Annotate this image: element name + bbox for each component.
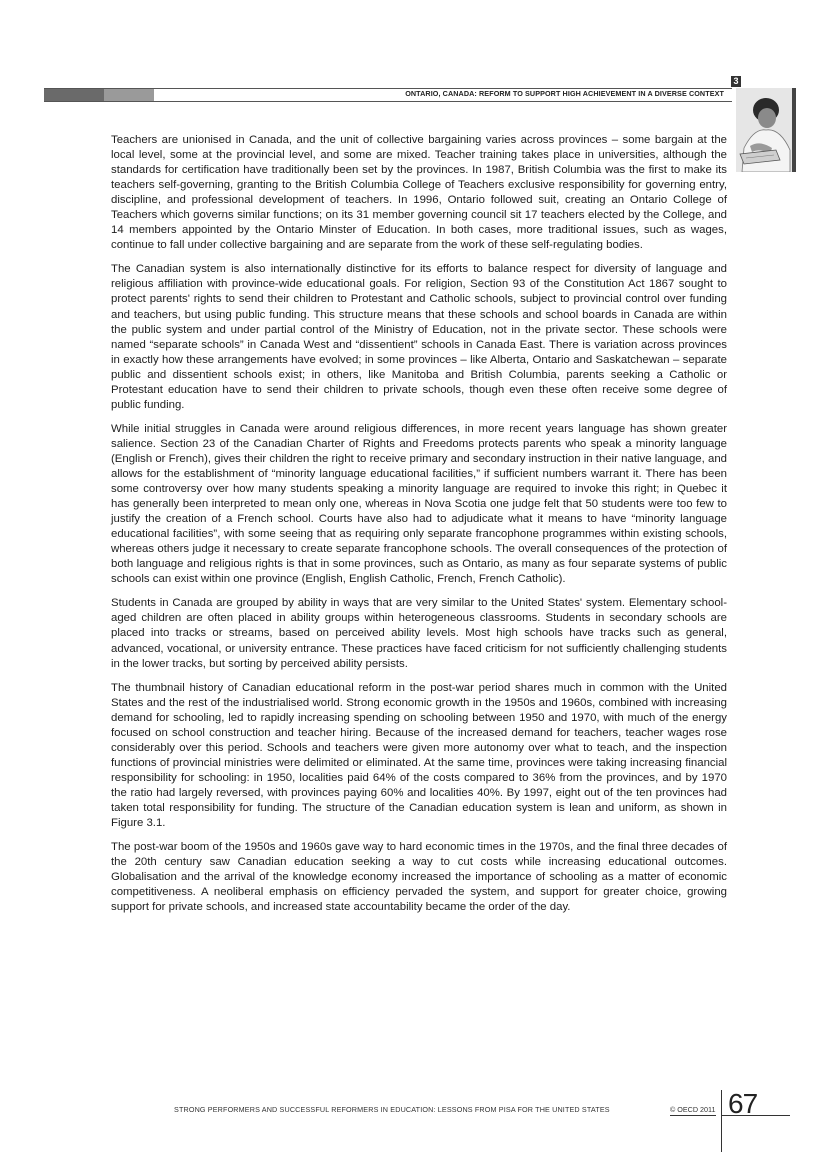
page-number: 67 <box>728 1088 758 1119</box>
paragraph-economic-times: The post-war boom of the 1950s and 1960s gave way to hard economic times in the 1970s, and the final three decades of the 20th century saw Canadian education seeking a way to cut costs while increasing educational outcomes. Globalisation and the arrival of the knowledge economy increased the importance of schooling as a matter of economic competitiveness. A neoliberal emphasis on efficiency pervaded the system, and support for greater choice, growing support for private schools, and increased state accountability became the order of the day. <box>111 841 727 914</box>
footer-copyright: © OECD 2011 <box>670 1105 716 1114</box>
paragraph-postwar-history: The thumbnail history of Canadian educational reform in the post-war period shares much in common with the United States and the rest of the industrialised world. Strong economic growth in the 1950s and 1960s, combined with increasing demand for schooling, led to rapidly increasing spending on schooling between 1950 and 1970, with much of the energy focused on school construction and teacher hiring. Because of the increased demand for teachers, teacher wages rose considerably over this period. Schools and teachers were given more autonomy over what to teach, and the inspection functions of provincial ministries were delimited or eliminated. At the same time, provinces were taking increasing financial responsibility for schooling: in 1950, localities paid 64% of the costs compared to 36% from the provinces, and by 1970 the ratio had largely reversed, with provinces paying 60% and localities 40%. By 1997, eight out of the ten provinces had taken total responsibility for funding. The structure of the Canadian education system is lean and uniform, as shown in Figure 3.1. <box>111 681 727 830</box>
paragraph-minority-language: While initial struggles in Canada were around religious differences, in more recent years language has shown greater salience. Section 23 of the Canadian Charter of Rights and Freedoms protects parents who speak a minority language (English or French), gives their children the right to receive primary and secondary instruction in their native language, and allows for the establishment of “minority language educational facilities,” if sufficient numbers warrant it. There has been some controversy over how many students speaking a minority language are required to invoke this right; in Quebec it has generally been interpreted to mean only one, whereas in Nova Scotia one judge felt that 50 students were too few to justify the creation of a French school. Courts have also had to adjudicate what it means to have “minority language educational facilities”, with some seeing that as requiring only separate francophone programmes within existing schools, whereas others judge it necessary to create separate francophone schools. The overall consequences of the protection of both language and religious rights is that in some provinces, such as Ontario, as many as four separate systems of public schools can exist within one province (English, English Catholic, French, French Catholic). <box>111 422 727 586</box>
running-header-title: ONTARIO, CANADA: REFORM TO SUPPORT HIGH ACHIEVEMENT IN A DIVERSE CONTEXT <box>405 89 724 98</box>
paragraph-language-religion: The Canadian system is also internationally distinctive for its efforts to balance respect for diversity of language and religious affiliation with province-wide educational goals. For religion, Section 93 of the Constitution Act 1867 sought to protect parents' rights to send their children to Protestant and Catholic schools, subject to provincial control over funding and teachers, but using public funding. This structure means that these schools and school boards in Canada are within the public system and under partial control of the Ministry of Education, not in the private sector. These schools were named “separate schools” in Canada West and “dissentient” schools in Canada East. There is variation across provinces in exactly how these arrangements have evolved; in some provinces – like Alberta, Ontario and Saskatchewan – separate public and dissentient schools exist; in others, like Manitoba and British Columbia, parents seeking a Catholic or Protestant education have to send their children to private schools, though even these often receive some degree of public funding. <box>111 263 727 411</box>
student-reading-photo <box>736 88 796 172</box>
paragraph-ability-grouping: Students in Canada are grouped by ability in ways that are very similar to the United States' system. Elementary school-aged children are often placed in ability groups within heterogeneous classrooms. Students in secondary schools are placed into tracks or streams, based on perceived ability levels. Most high schools have tracks such as general, advanced, vocational, or university entrance. These practices have faced criticism for not sufficiently challenging students in the lower tracks, but sorting by perceived ability persists. <box>111 597 727 670</box>
article-body <box>111 133 727 924</box>
chapter-number-badge: 3 <box>731 76 741 87</box>
paragraph-teacher-unions: Teachers are unionised in Canada, and the unit of collective bargaining varies across provinces – some bargain at the local level, some at the provincial level, and some are mixed. Teacher training takes place in universities, although the standards for certification have traditionally been set by the provinces. In 1987, British Columbia was the first to make its teachers self-governing, granting to the British Columbia College of Teachers exclusive responsibility for governing entry, discipline, and professional development of teachers. In 1996, Ontario followed suit, creating an Ontario College of Teachers which governs similar functions; on its 31 member governing council sit 17 teachers elected by the College, and 14 members appointed by the Ontario Minster of Education. In both cases, more traditional issues, such as wages, continue to fall under collective bargaining and are separate from the work of these self-regulating bodies. <box>111 134 727 252</box>
footer-publication-title: STRONG PERFORMERS AND SUCCESSFUL REFORMERS IN EDUCATION: LESSONS FROM PISA FOR THE UNITED STATES <box>174 1105 610 1114</box>
footer-divider-vertical <box>721 1090 722 1152</box>
